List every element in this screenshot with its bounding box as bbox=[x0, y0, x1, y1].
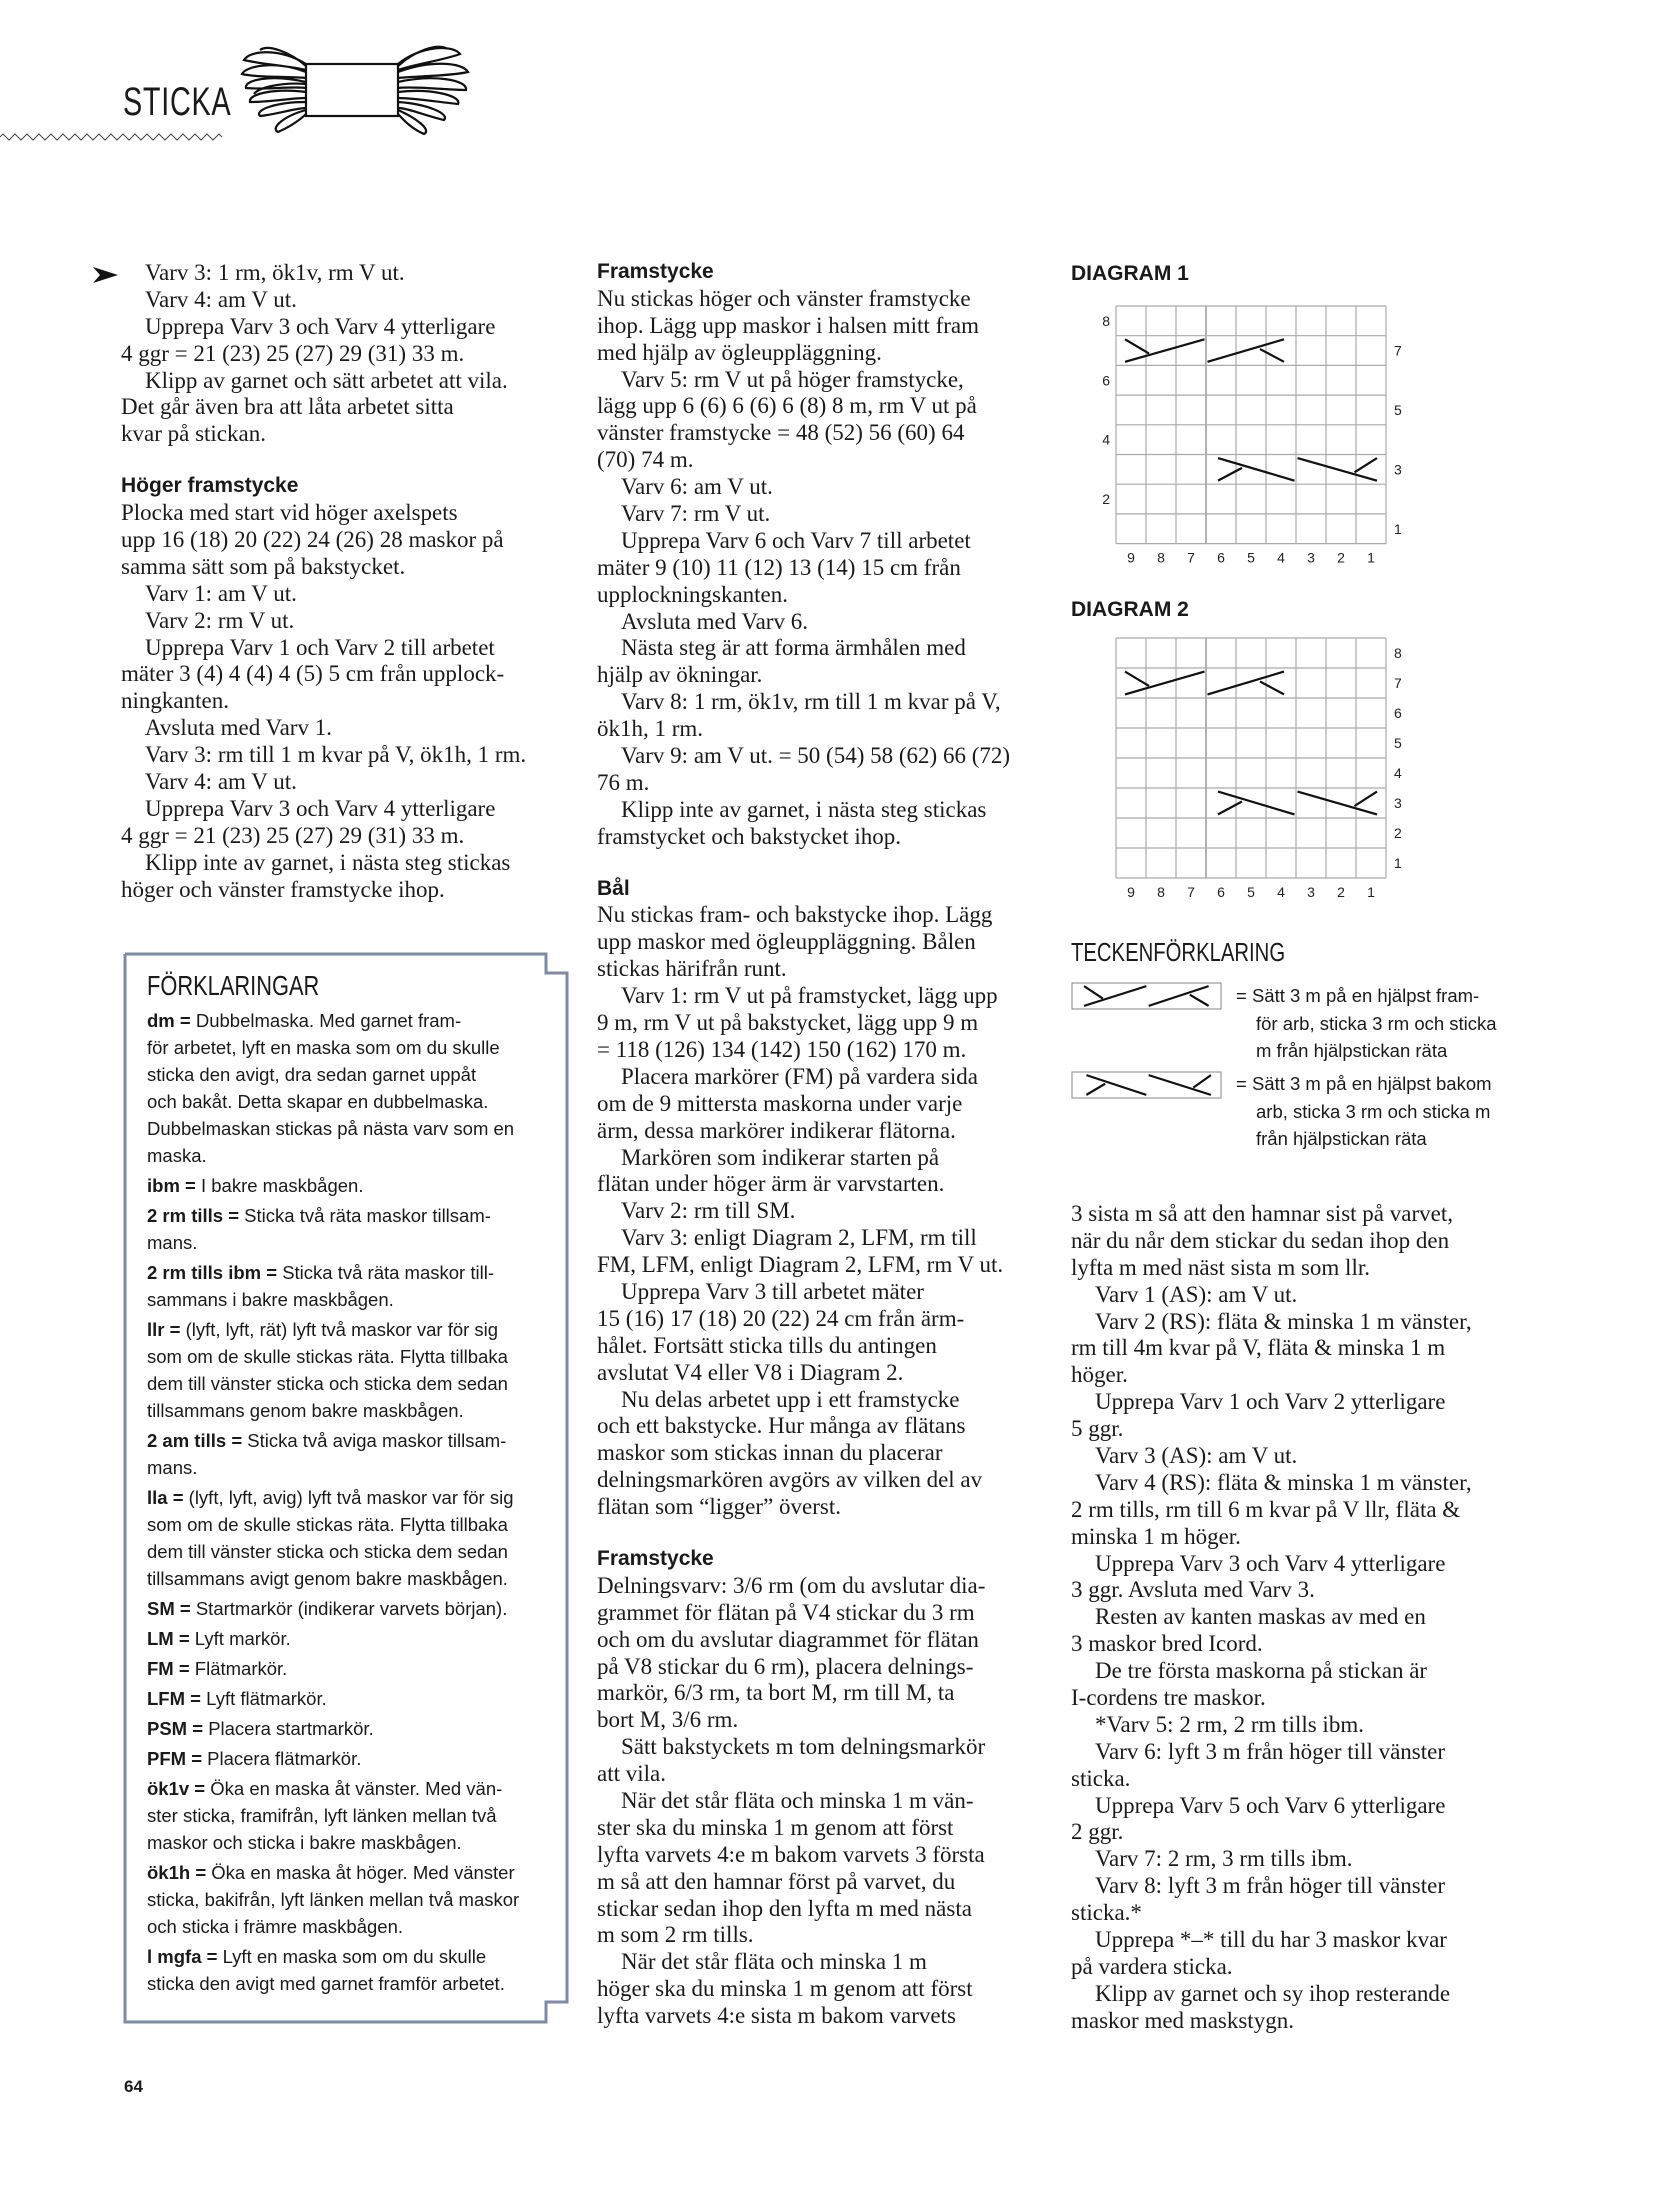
body-text-line: lägg upp 6 (6) 6 (6) 6 (8) 8 m, rm V ut på bbox=[597, 393, 977, 419]
body-text-line: höger och vänster framstycke ihop. bbox=[121, 876, 445, 902]
body-text-line: markör, 6/3 rm, ta bort M, rm till M, ta bbox=[597, 1680, 955, 1706]
row-label: 4 bbox=[1394, 765, 1402, 781]
glossary-entry bbox=[147, 1484, 519, 1592]
legend-line: = Sätt 3 m på en hjälpst bakom bbox=[1236, 1073, 1492, 1094]
body-text-line: Sätt bakstyckets m tom delningsmarkör bbox=[621, 1734, 986, 1760]
body-text-line: 15 (16) 17 (18) 20 (22) 24 cm från ärm- bbox=[597, 1305, 965, 1331]
column-label: 2 bbox=[1337, 549, 1345, 566]
body-text-line: Varv 7: rm V ut. bbox=[621, 501, 771, 527]
glossary-line bbox=[147, 1685, 519, 1712]
body-text-line: Varv 4: am V ut. bbox=[145, 286, 297, 312]
column-label: 1 bbox=[1367, 549, 1375, 566]
body-text-line: upp 16 (18) 20 (22) 24 (26) 28 maskor på bbox=[121, 527, 504, 553]
glossary-line bbox=[147, 1088, 519, 1115]
body-text-line: avslutat V4 eller V8 i Diagram 2. bbox=[597, 1359, 904, 1385]
body-text-line: hålet. Fortsätt sticka tills du antingen bbox=[597, 1332, 937, 1358]
glossary-definition: Öka en maska åt höger. Med vänster bbox=[211, 1862, 515, 1883]
cable-front-cross-symbol bbox=[1084, 986, 1209, 1006]
body-text-line: sticka. bbox=[1071, 1765, 1131, 1791]
glossary-definition: sticka, bakifrån, lyft länken mellan två maskor bbox=[147, 1889, 520, 1910]
glossary-definition: tillsammans avigt genom bakre maskbågen. bbox=[147, 1568, 508, 1589]
row-label: 8 bbox=[1102, 312, 1110, 329]
body-text-line: *Varv 5: 2 rm, 2 rm tills ibm. bbox=[1095, 1711, 1364, 1737]
glossary-entry bbox=[147, 1316, 519, 1424]
row-label: 5 bbox=[1394, 401, 1402, 418]
glossary-line bbox=[147, 1259, 519, 1286]
row-label: 4 bbox=[1102, 431, 1110, 448]
body-text-line: rm till 4m kvar på V, fläta & minska 1 m bbox=[1071, 1335, 1446, 1361]
body-text-line: Nu delas arbetet upp i ett framstycke bbox=[621, 1386, 960, 1412]
row-label: 1 bbox=[1394, 855, 1402, 871]
glossary-definition: (lyft, lyft, rät) lyft två maskor var för sig bbox=[185, 1319, 499, 1340]
column-label: 7 bbox=[1187, 549, 1195, 566]
glossary-definition: sticka den avigt, dra sedan garnet uppåt bbox=[147, 1064, 477, 1085]
glossary-line bbox=[147, 1745, 519, 1772]
glossary-definition: Sticka två räta maskor tillsam- bbox=[244, 1205, 491, 1226]
cable-front-cross-symbol bbox=[1125, 672, 1284, 695]
body-text-line: Varv 7: 2 rm, 3 rm tills ibm. bbox=[1095, 1846, 1353, 1872]
body-text-line: hjälp av ökningar. bbox=[597, 662, 763, 688]
body-text-line: Upprepa Varv 6 och Varv 7 till arbetet bbox=[621, 527, 971, 553]
glossary-line bbox=[147, 1886, 519, 1913]
glossary-definition: tillsammans genom bakre maskbågen. bbox=[147, 1400, 464, 1421]
body-text-line: mäter 9 (10) 11 (12) 13 (14) 15 cm från bbox=[597, 554, 961, 580]
glossary-entry bbox=[147, 1259, 519, 1313]
body-text-line: ster ska du minska 1 m genom att först bbox=[597, 1814, 954, 1840]
column-label: 5 bbox=[1247, 884, 1255, 900]
body-text-line: höger ska du minska 1 m genom att först bbox=[597, 1976, 973, 2002]
row-label: 2 bbox=[1102, 491, 1110, 508]
glossary-definition: (lyft, lyft, avig) lyft två maskor var för sig bbox=[188, 1487, 514, 1508]
body-text-line: Klipp av garnet och sätt arbetet att vila. bbox=[145, 367, 508, 393]
glossary-line bbox=[147, 1427, 519, 1454]
glossary-definition: Flätmarkör. bbox=[194, 1658, 288, 1679]
diagram-2-title: DIAGRAM 2 bbox=[1071, 598, 1189, 621]
glossary-definition: maskor och sticka i bakre maskbågen. bbox=[147, 1832, 462, 1853]
body-text-line: om de 9 mittersta maskorna under varje bbox=[597, 1090, 963, 1116]
body-text-line: Upprepa Varv 5 och Varv 6 ytterligare bbox=[1095, 1792, 1446, 1818]
glossary-entry bbox=[147, 1745, 519, 1772]
body-text-line: När det står fläta och minska 1 m vän- bbox=[621, 1787, 974, 1813]
column-label: 9 bbox=[1127, 549, 1135, 566]
column-label: 5 bbox=[1247, 549, 1255, 566]
diagram-2-chart bbox=[1090, 628, 1420, 908]
glossary-line bbox=[147, 1829, 519, 1856]
glossary-line bbox=[147, 1595, 519, 1622]
body-text-line: Avsluta med Varv 6. bbox=[621, 608, 808, 634]
body-text-line: ök1h, 1 rm. bbox=[597, 716, 704, 742]
body-text-line: och ett bakstycke. Hur många av flätans bbox=[597, 1413, 966, 1439]
body-text-line: m som 2 rm tills. bbox=[597, 1922, 754, 1948]
row-label: 3 bbox=[1394, 795, 1402, 811]
glossary-entry bbox=[147, 1427, 519, 1481]
body-text-line: De tre första maskorna på stickan är bbox=[1095, 1658, 1428, 1684]
body-text-line: flätan som “ligger” överst. bbox=[597, 1494, 841, 1520]
body-text-line: Varv 6: lyft 3 m från höger till vänster bbox=[1095, 1738, 1446, 1764]
glossary-line bbox=[147, 1229, 519, 1256]
body-text-line: stickas härifrån runt. bbox=[597, 956, 787, 982]
body-text-line: Varv 3: enligt Diagram 2, LFM, rm till bbox=[621, 1225, 977, 1251]
glossary-definition: sammans i bakre maskbågen. bbox=[147, 1289, 394, 1310]
column-label: 2 bbox=[1337, 884, 1345, 900]
body-text-line: lyfta varvets 4:e sista m bakom varvets bbox=[597, 2003, 956, 2029]
body-text-line: ningkanten. bbox=[121, 688, 229, 714]
glossary-definition: Startmarkör (indikerar varvets början). bbox=[195, 1598, 508, 1619]
glossary-line bbox=[147, 1775, 519, 1802]
glossary-entry bbox=[147, 1859, 519, 1940]
section-title: STICKA bbox=[123, 80, 232, 124]
body-text-line: delningsmarkören avgörs av vilken del av bbox=[597, 1467, 983, 1493]
glossary-term: PFM = bbox=[147, 1748, 202, 1769]
glossary-line bbox=[147, 1484, 519, 1511]
body-text-line: Varv 9: am V ut. = 50 (54) 58 (62) 66 (72) bbox=[621, 743, 1011, 769]
body-text-line: Upprepa Varv 3 och Varv 4 ytterligare bbox=[145, 313, 496, 339]
glossary-definition: mans. bbox=[147, 1232, 198, 1253]
body-text-line: Varv 1 (AS): am V ut. bbox=[1095, 1281, 1298, 1307]
body-text-line: flätan under höger ärm är varvstarten. bbox=[597, 1171, 945, 1197]
body-text-line: 3 sista m så att den hamnar sist på varvet, bbox=[1071, 1201, 1453, 1226]
glossary-term: SM = bbox=[147, 1598, 191, 1619]
column-label: 8 bbox=[1157, 549, 1165, 566]
glossary-line bbox=[147, 1538, 519, 1565]
legend-line: för arb, sticka 3 rm och sticka bbox=[1256, 1012, 1497, 1034]
glossary-line bbox=[147, 1970, 519, 1997]
body-text-line: Varv 8: 1 rm, ök1v, rm till 1 m kvar på V, bbox=[621, 689, 1001, 715]
glossary-line bbox=[147, 1565, 519, 1592]
cable-back-cross-symbol bbox=[1218, 792, 1377, 815]
row-label: 8 bbox=[1394, 645, 1402, 661]
body-text-line: Upprepa Varv 3 och Varv 4 ytterligare bbox=[1095, 1550, 1446, 1576]
glossary-entry bbox=[147, 1655, 519, 1682]
glossary-entry bbox=[147, 1625, 519, 1652]
glossary-definition: som om de skulle stickas räta. Flytta tillbaka bbox=[147, 1514, 508, 1535]
body-text-line: ihop. Lägg upp maskor i halsen mitt fram bbox=[597, 312, 979, 338]
legend-text-back bbox=[1236, 1070, 1492, 1153]
glossary-definition: som om de skulle stickas räta. Flytta tillbaka bbox=[147, 1346, 508, 1367]
body-text-line: sticka.* bbox=[1071, 1900, 1142, 1926]
row-label: 6 bbox=[1394, 705, 1402, 721]
body-text-line: upplockningskanten. bbox=[597, 581, 788, 607]
body-text-line: Det går även bra att låta arbetet sitta bbox=[121, 394, 454, 420]
glossary-definition: Placera flätmarkör. bbox=[207, 1748, 362, 1769]
glossary-definition: och bakåt. Detta skapar en dubbelmaska. bbox=[147, 1091, 489, 1112]
glossary-list bbox=[147, 1007, 519, 2000]
body-text-line: Delningsvarv: 3/6 rm (om du avslutar dia- bbox=[597, 1572, 986, 1598]
section-heading: Bål bbox=[597, 876, 630, 900]
body-text-line: Varv 4 (RS): fläta & minska 1 m vänster, bbox=[1095, 1469, 1472, 1495]
glossary-definition: sticka den avigt med garnet framför arbetet. bbox=[147, 1973, 505, 1994]
glossary-entry bbox=[147, 1775, 519, 1856]
body-text-line: Nu stickas höger och vänster framstycke bbox=[597, 285, 971, 311]
glossary-definition: Dubbelmaskan stickas på nästa varv som en bbox=[147, 1118, 515, 1139]
body-text-line: 3 ggr. Avsluta med Varv 3. bbox=[1071, 1577, 1315, 1603]
body-text-line: vänster framstycke = 48 (52) 56 (60) 64 bbox=[597, 420, 965, 446]
glossary-entry bbox=[147, 1172, 519, 1199]
glossary-line bbox=[147, 1061, 519, 1088]
row-label: 5 bbox=[1394, 735, 1402, 751]
column-3 bbox=[1071, 1201, 1472, 2035]
body-text-line: grammet för flätan på V4 stickar du 3 rm bbox=[597, 1599, 975, 1625]
glossary-entry bbox=[147, 1202, 519, 1256]
glossary-definition: Öka en maska åt vänster. Med vän- bbox=[210, 1778, 503, 1799]
glossary-line bbox=[147, 1115, 519, 1142]
glossary-definition: maska. bbox=[147, 1145, 207, 1166]
row-label: 2 bbox=[1394, 825, 1402, 841]
legend-line: m från hjälpstickan räta bbox=[1256, 1040, 1448, 1061]
body-text-line: 4 ggr = 21 (23) 25 (27) 29 (31) 33 m. bbox=[121, 822, 465, 848]
glossary-line bbox=[147, 1913, 519, 1940]
body-text-line: maskor som stickas innan du placerar bbox=[597, 1440, 943, 1466]
glossary-line bbox=[147, 1007, 519, 1034]
glossary-entry bbox=[147, 1943, 519, 1997]
glossary-term: ök1v = bbox=[147, 1778, 206, 1799]
row-label: 1 bbox=[1394, 520, 1402, 537]
body-text-line: = 118 (126) 134 (142) 150 (162) 170 m. bbox=[597, 1036, 967, 1062]
glossary-term: dm = bbox=[147, 1010, 191, 1031]
glossary-definition: ster sticka, framifrån, lyft länken mellan två bbox=[147, 1805, 497, 1826]
cable-front-cross-symbol bbox=[1125, 339, 1284, 362]
glossary-term: l mgfa = bbox=[147, 1946, 218, 1967]
glossary-definition: Dubbelmaska. Med garnet fram- bbox=[195, 1010, 462, 1031]
glossary-term: lla = bbox=[147, 1487, 184, 1508]
body-text-line: ärm, dessa markörer indikerar flätorna. bbox=[597, 1117, 956, 1143]
glossary-line bbox=[147, 1454, 519, 1481]
body-text-line: mäter 3 (4) 4 (4) 4 (5) 5 cm från upplock- bbox=[121, 661, 505, 687]
cable-back-cross-symbol bbox=[1218, 458, 1377, 481]
glossary-term: FM = bbox=[147, 1658, 190, 1679]
glossary-entry bbox=[147, 1685, 519, 1712]
body-text-line: (70) 74 m. bbox=[597, 447, 694, 473]
glossary-line bbox=[147, 1802, 519, 1829]
body-text-line: stickar sedan ihop den lyfta m med nästa bbox=[597, 1895, 972, 1921]
body-text-line: 3 maskor bred Icord. bbox=[1071, 1631, 1263, 1657]
glossary-definition: dem till vänster sticka och sticka dem sedan bbox=[147, 1541, 508, 1562]
glossary-term: LM = bbox=[147, 1628, 190, 1649]
glossary-line bbox=[147, 1286, 519, 1313]
legend-line: arb, sticka 3 rm och sticka m bbox=[1256, 1100, 1491, 1122]
body-text-line: Varv 6: am V ut. bbox=[621, 474, 773, 500]
body-text-line: Varv 2: rm V ut. bbox=[145, 607, 295, 633]
body-text-line: Placera markörer (FM) på vardera sida bbox=[621, 1063, 978, 1089]
section-heading: Höger framstycke bbox=[121, 474, 299, 498]
glossary-term: 2 am tills = bbox=[147, 1430, 243, 1451]
body-text-line: minska 1 m höger. bbox=[1071, 1523, 1241, 1549]
glossary-definition: för arbetet, lyft en maska som om du skulle bbox=[147, 1037, 500, 1058]
body-text-line: på V8 stickar du 6 rm), placera delnings- bbox=[597, 1653, 974, 1679]
body-text-line: Upprepa Varv 3 till arbetet mäter bbox=[621, 1278, 924, 1304]
glossary-line bbox=[147, 1943, 519, 1970]
row-label: 7 bbox=[1394, 675, 1402, 691]
body-text-line: lyfta varvets 4:e m bakom varvets 3 första bbox=[597, 1841, 985, 1867]
body-text-line: med hjälp av ögleuppläggning. bbox=[597, 339, 882, 365]
body-text-line: på vardera sticka. bbox=[1071, 1953, 1233, 1979]
glossary-line bbox=[147, 1316, 519, 1343]
body-text-line: 2 ggr. bbox=[1071, 1819, 1124, 1845]
body-text-line: maskor med maskstygn. bbox=[1071, 2007, 1294, 2033]
glossary-definition: Lyft markör. bbox=[194, 1628, 291, 1649]
body-text-line: samma sätt som på bakstycket. bbox=[121, 553, 406, 579]
body-text-line: Varv 2 (RS): fläta & minska 1 m vänster, bbox=[1095, 1308, 1472, 1334]
body-text-line: Upprepa Varv 1 och Varv 2 ytterligare bbox=[1095, 1389, 1446, 1415]
body-text-line: att vila. bbox=[597, 1761, 666, 1787]
legend-line: = Sätt 3 m på en hjälpst fram- bbox=[1236, 985, 1480, 1006]
body-text-line: När det står fläta och minska 1 m bbox=[621, 1949, 927, 1975]
column-label: 6 bbox=[1217, 549, 1225, 566]
body-text-line: m så att den hamnar först på varvet, du bbox=[597, 1868, 956, 1894]
body-text-line: Plocka med start vid höger axelspets bbox=[121, 500, 458, 526]
glossary-line bbox=[147, 1655, 519, 1682]
row-label: 7 bbox=[1394, 342, 1402, 359]
column-2 bbox=[597, 259, 1010, 2030]
body-text-line: Nu stickas fram- och bakstycke ihop. Lägg bbox=[597, 902, 993, 928]
legend-line: från hjälpstickan räta bbox=[1256, 1128, 1427, 1149]
glossary-definition: Lyft flätmarkör. bbox=[206, 1688, 327, 1709]
column-label: 3 bbox=[1307, 884, 1315, 900]
glossary-term: LFM = bbox=[147, 1688, 201, 1709]
body-text-line: Upprepa *–* till du har 3 maskor kvar bbox=[1095, 1927, 1447, 1953]
body-text-line: bort M, 3/6 rm. bbox=[597, 1707, 739, 1733]
section-heading: Framstycke bbox=[597, 1546, 714, 1570]
body-text-line: och om du avslutar diagrammet för flätan bbox=[597, 1626, 979, 1652]
column-label: 6 bbox=[1217, 884, 1225, 900]
legend-symbol-front-cross bbox=[1071, 982, 1223, 1012]
glossary-term: ök1h = bbox=[147, 1862, 207, 1883]
column-label: 9 bbox=[1127, 884, 1135, 900]
glossary-line bbox=[147, 1202, 519, 1229]
body-text-line: Klipp inte av garnet, i nästa steg stickas bbox=[621, 796, 987, 822]
glossary-line bbox=[147, 1859, 519, 1886]
column-label: 7 bbox=[1187, 884, 1195, 900]
glossary-line bbox=[147, 1142, 519, 1169]
glossary-definition: Placera startmarkör. bbox=[208, 1718, 374, 1739]
body-text-line: Varv 1: am V ut. bbox=[145, 580, 297, 606]
body-text-line: Varv 1: rm V ut på framstycket, lägg upp bbox=[621, 983, 998, 1009]
column-label: 4 bbox=[1277, 549, 1285, 566]
body-text-line: Varv 8: lyft 3 m från höger till vänster bbox=[1095, 1873, 1446, 1899]
glossary-definition: och sticka i främre maskbågen. bbox=[147, 1916, 404, 1937]
row-label: 3 bbox=[1394, 461, 1402, 478]
page-number: 64 bbox=[124, 2077, 143, 2096]
body-text-line: 2 rm tills, rm till 6 m kvar på V llr, fläta & bbox=[1071, 1496, 1461, 1522]
column-label: 8 bbox=[1157, 884, 1165, 900]
body-text-line: Varv 3: rm till 1 m kvar på V, ök1h, 1 rm. bbox=[145, 742, 527, 768]
glossary-definition: mans. bbox=[147, 1457, 198, 1478]
column-label: 4 bbox=[1277, 884, 1285, 900]
glossary-line bbox=[147, 1511, 519, 1538]
glossary-line bbox=[147, 1034, 519, 1061]
legend-text-front bbox=[1236, 982, 1497, 1065]
body-text-line: Klipp av garnet och sy ihop resterande bbox=[1095, 1980, 1451, 2006]
body-text-line: 5 ggr. bbox=[1071, 1416, 1124, 1442]
glossary-definition: Sticka två räta maskor till- bbox=[282, 1262, 494, 1283]
glossary-title: FÖRKLARINGAR bbox=[147, 970, 320, 1001]
body-text-line: när du når dem stickar du sedan ihop den bbox=[1071, 1227, 1450, 1253]
body-text-line: lyfta m med näst sista m som llr. bbox=[1071, 1254, 1370, 1280]
body-text-line: Varv 2: rm till SM. bbox=[621, 1198, 796, 1224]
body-text-line: 9 m, rm V ut på bakstycket, lägg upp 9 m bbox=[597, 1010, 979, 1036]
body-text-line: framstycket och bakstycket ihop. bbox=[597, 823, 902, 849]
body-text-line: 4 ggr = 21 (23) 25 (27) 29 (31) 33 m. bbox=[121, 340, 465, 366]
glossary-term: 2 rm tills = bbox=[147, 1205, 240, 1226]
legend-title: TECKENFÖRKLARING bbox=[1071, 937, 1286, 967]
legend-symbol-back-cross bbox=[1071, 1071, 1223, 1101]
cable-back-cross-symbol bbox=[1086, 1075, 1211, 1095]
body-text-line: Upprepa Varv 1 och Varv 2 till arbetet bbox=[145, 634, 495, 660]
body-text-line: Resten av kanten maskas av med en bbox=[1095, 1604, 1426, 1630]
glossary-definition: Lyft en maska som om du skulle bbox=[222, 1946, 487, 1967]
glossary-entry bbox=[147, 1595, 519, 1622]
glossary-line bbox=[147, 1625, 519, 1652]
diagram-1-chart bbox=[1090, 296, 1420, 576]
body-text-line: höger. bbox=[1071, 1362, 1128, 1388]
body-text-line: Klipp inte av garnet, i nästa steg stickas bbox=[145, 849, 511, 875]
glossary-definition: Sticka två aviga maskor tillsam- bbox=[247, 1430, 507, 1451]
glossary-term: PSM = bbox=[147, 1718, 204, 1739]
glossary-term: 2 rm tills ibm = bbox=[147, 1262, 278, 1283]
body-text-line: I-cordens tre maskor. bbox=[1071, 1685, 1266, 1711]
glossary-definition: I bakre maskbågen. bbox=[200, 1175, 364, 1196]
column-label: 1 bbox=[1367, 884, 1375, 900]
glossary-term: ibm = bbox=[147, 1175, 196, 1196]
body-text-line: Upprepa Varv 3 och Varv 4 ytterligare bbox=[145, 795, 496, 821]
glossary-definition: dem till vänster sticka och sticka dem sedan bbox=[147, 1373, 508, 1394]
body-text-line: kvar på stickan. bbox=[121, 421, 266, 447]
body-text-line: FM, LFM, enligt Diagram 2, LFM, rm V ut. bbox=[597, 1252, 1004, 1278]
column-label: 3 bbox=[1307, 549, 1315, 566]
glossary-entry bbox=[147, 1715, 519, 1742]
diagram-1-title: DIAGRAM 1 bbox=[1071, 262, 1189, 285]
body-text-line: Markören som indikerar starten på bbox=[621, 1144, 940, 1170]
glossary-entry bbox=[147, 1007, 519, 1169]
body-text-line: Avsluta med Varv 1. bbox=[145, 715, 332, 741]
section-heading: Framstycke bbox=[597, 260, 714, 283]
body-text-line: Varv 3: 1 rm, ök1v, rm V ut. bbox=[145, 260, 405, 285]
body-text-line: 76 m. bbox=[597, 769, 650, 795]
body-text-line: Nästa steg är att forma ärmhålen med bbox=[621, 635, 966, 661]
row-label: 6 bbox=[1102, 372, 1110, 389]
body-text-line: Varv 3 (AS): am V ut. bbox=[1095, 1443, 1298, 1469]
glossary-line bbox=[147, 1715, 519, 1742]
glossary-term: llr = bbox=[147, 1319, 181, 1340]
body-text-line: Varv 5: rm V ut på höger framstycke, bbox=[621, 366, 964, 392]
body-text-line: Varv 4: am V ut. bbox=[145, 769, 297, 795]
glossary-line bbox=[147, 1172, 519, 1199]
body-text-line: upp maskor med ögleuppläggning. Bålen bbox=[597, 929, 976, 955]
glossary-line bbox=[147, 1343, 519, 1370]
glossary-line bbox=[147, 1370, 519, 1397]
glossary-line bbox=[147, 1397, 519, 1424]
